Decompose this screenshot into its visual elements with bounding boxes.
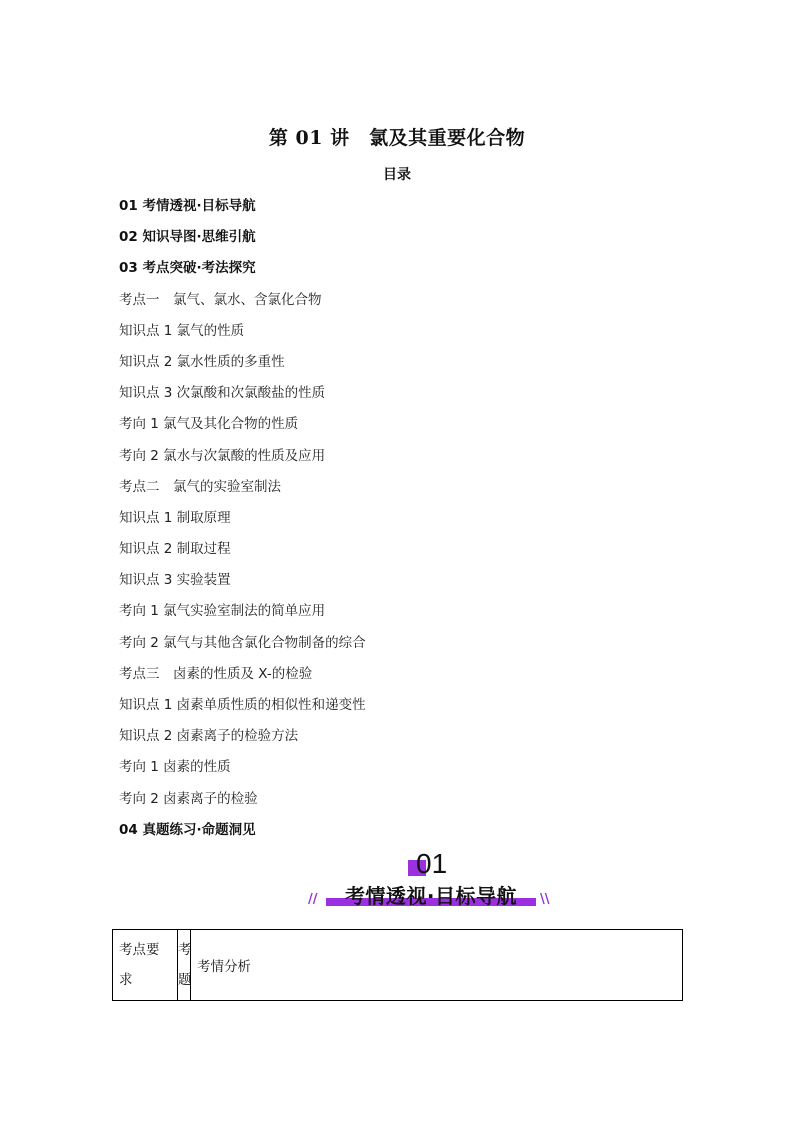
toc-entry[interactable]: 知识点 1 卤素单质性质的相似性和递变性 (119, 697, 366, 713)
toc-entry[interactable]: 考点二 氯气的实验室制法 (119, 478, 281, 495)
cell-line: 求 (119, 972, 133, 988)
banner-label-strip (326, 886, 536, 906)
toc-entry[interactable]: 知识点 1 氯气的性质 (119, 322, 245, 339)
toc-entry[interactable]: 知识点 3 实验装置 (119, 572, 231, 589)
toc-entry[interactable]: 知识点 1 制取原理 (119, 509, 231, 526)
toc-entry[interactable]: 考点一 氯气、氯水、含氯化合物 (119, 291, 322, 308)
cell-line: 题 (178, 972, 192, 988)
toc-entry[interactable]: 考向 2 卤素离子的检验 (119, 790, 258, 807)
toc-entry[interactable]: 01 考情透视·目标导航 (119, 198, 256, 214)
cell-line: 考 (178, 942, 192, 958)
banner-label: 考情透视·目标导航 (344, 884, 518, 908)
table-cell-analysis: 考情分析 (191, 930, 683, 1001)
toc-entry[interactable]: 知识点 3 次氯酸和次氯酸盐的性质 (119, 385, 326, 402)
toc-entry[interactable]: 考向 1 卤素的性质 (119, 759, 231, 776)
cell-line: 考点要 (119, 942, 160, 958)
toc-heading: 目录 (383, 167, 411, 183)
section-number: 01 (416, 848, 448, 879)
toc-entry[interactable]: 知识点 2 卤素离子的检验方法 (119, 728, 299, 745)
table-cell-clipped (178, 930, 191, 1001)
toc-entry[interactable]: 知识点 2 制取过程 (119, 541, 231, 558)
toc-entry[interactable]: 04 真题练习·命题洞见 (119, 821, 256, 838)
requirements-table (112, 929, 683, 1001)
table-row (113, 930, 683, 1001)
table-of-contents (119, 196, 366, 851)
toc-entry[interactable]: 考向 1 氯气及其化合物的性质 (119, 416, 299, 433)
toc-entry[interactable]: 考向 2 氯气与其他含氯化合物制备的综合 (119, 634, 366, 651)
toc-entry[interactable]: 考向 2 氯水与次氯酸的性质及应用 (119, 447, 326, 464)
section-banner (300, 848, 560, 912)
toc-entry[interactable]: 02 知识导图·思维引航 (119, 229, 256, 246)
toc-entry[interactable]: 03 考点突破·考法探究 (119, 260, 256, 277)
banner-left-slashes: // (308, 892, 318, 907)
toc-entry[interactable]: 知识点 2 氯水性质的多重性 (119, 353, 285, 370)
document-title: 第 01 讲 氯及其重要化合物 (268, 127, 526, 149)
toc-entry[interactable]: 考向 1 氯气实验室制法的简单应用 (119, 603, 326, 620)
banner-right-slashes: \\ (540, 892, 550, 907)
toc-entry[interactable]: 考点三 卤素的性质及 X-的检验 (119, 665, 313, 682)
table-cell-requirements (113, 930, 178, 1001)
